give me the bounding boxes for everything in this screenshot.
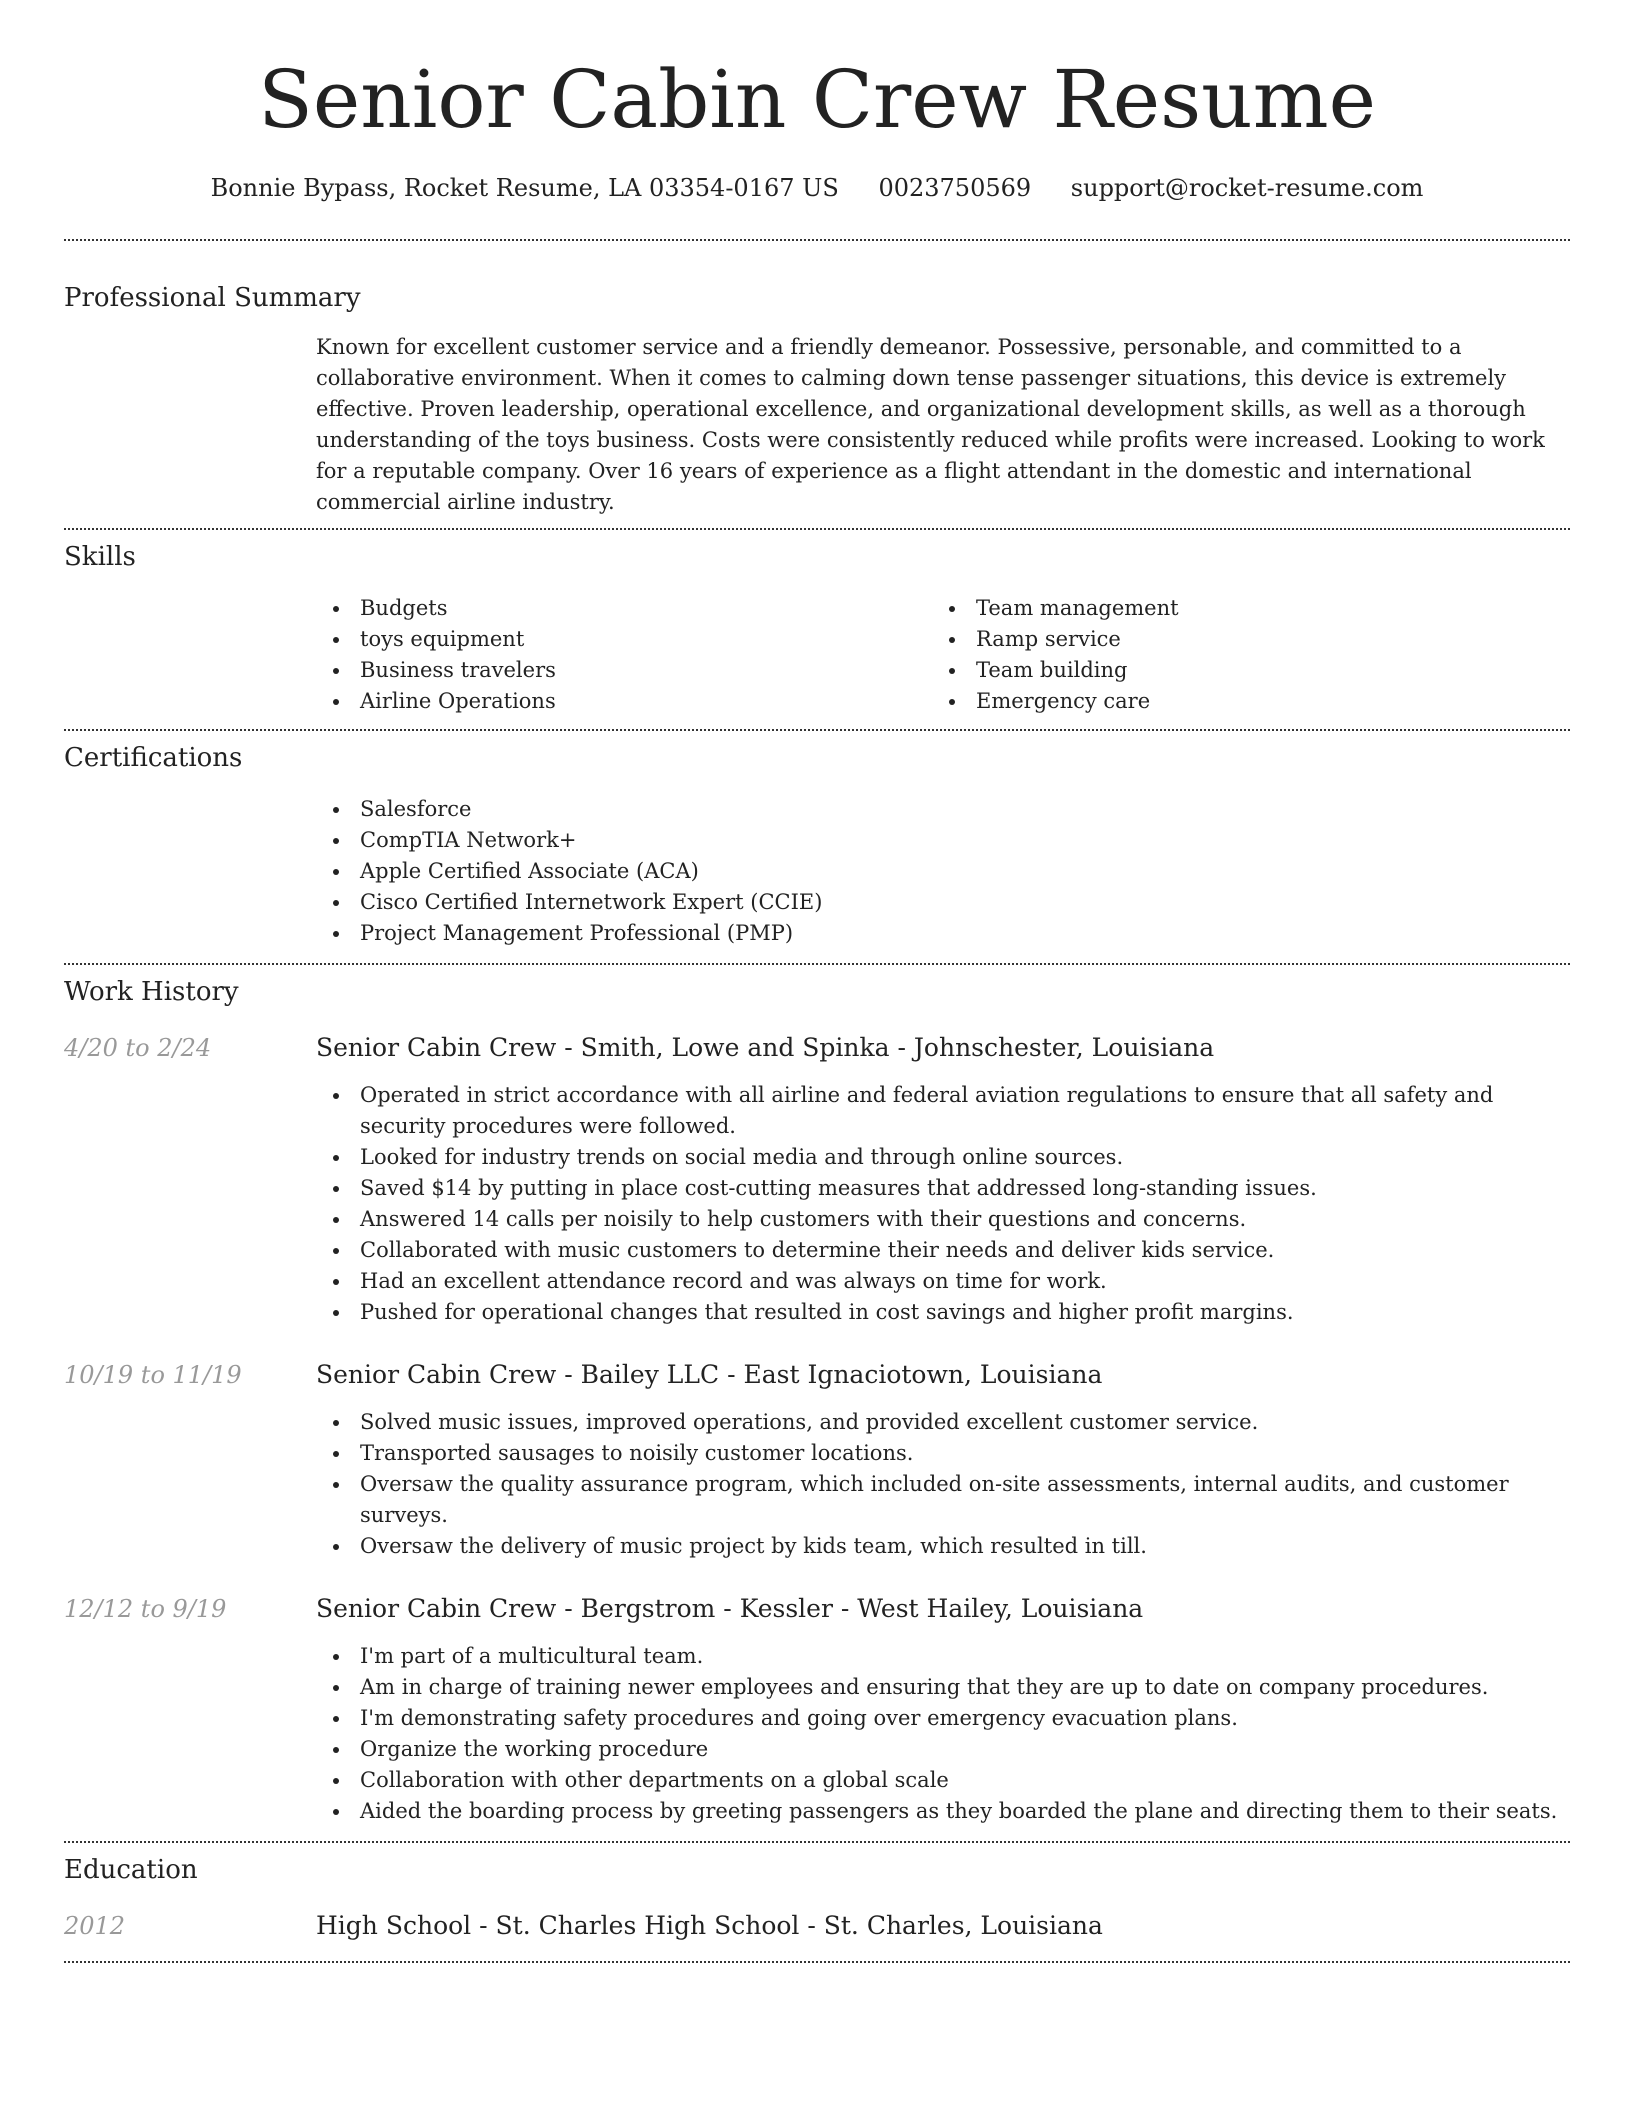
list-item: Salesforce — [316, 794, 1570, 825]
job-entry — [64, 1358, 1570, 1562]
certifications-list — [316, 794, 1570, 949]
list-item: Airline Operations — [316, 686, 932, 717]
section-heading-work: Work History — [64, 977, 239, 1007]
list-item: Cisco Certified Internetwork Expert (CCIE) — [316, 887, 1570, 918]
contact-address: Bonnie Bypass, Rocket Resume, LA 03354-0167 US — [210, 174, 839, 202]
list-item: Transported sausages to noisily customer locations. — [316, 1438, 1570, 1469]
divider — [64, 963, 1570, 965]
job-title: Senior Cabin Crew - Smith, Lowe and Spinka - Johnschester, Louisiana — [316, 1033, 1215, 1062]
list-item: CompTIA Network+ — [316, 825, 1570, 856]
list-item: Business travelers — [316, 655, 932, 686]
list-item: Saved $14 by putting in place cost-cutting measures that addressed long-standing issues. — [316, 1173, 1570, 1204]
divider — [64, 1961, 1570, 1963]
list-item: Am in charge of training newer employees and ensuring that they are up to date on company procedures. — [316, 1672, 1570, 1703]
job-bullets — [316, 1080, 1570, 1328]
list-item: Aided the boarding process by greeting passengers as they boarded the plane and directing them to their seats. — [316, 1796, 1570, 1827]
section-heading-certifications: Certifications — [64, 743, 243, 773]
list-item: Collaboration with other departments on a global scale — [316, 1765, 1570, 1796]
education-title: High School - St. Charles High School - St. Charles, Louisiana — [316, 1911, 1103, 1940]
job-bullets — [316, 1407, 1570, 1562]
job-header — [64, 1592, 1570, 1626]
section-heading-summary: Professional Summary — [64, 283, 361, 313]
page-title: Senior Cabin Crew Resume — [258, 53, 1376, 146]
list-item: Pushed for operational changes that resulted in cost savings and higher profit margins. — [316, 1297, 1570, 1328]
list-item: Ramp service — [932, 624, 1548, 655]
section-work-history — [64, 975, 1570, 1827]
list-item: Team management — [932, 593, 1548, 624]
job-bullets — [316, 1641, 1570, 1827]
list-item: Oversaw the delivery of music project by kids team, which resulted in till. — [316, 1531, 1570, 1562]
section-skills — [64, 540, 1570, 717]
list-item: Oversaw the quality assurance program, which included on-site assessments, internal audits, and customer surveys. — [316, 1469, 1570, 1531]
list-item: I'm part of a multicultural team. — [316, 1641, 1570, 1672]
list-item: Had an excellent attendance record and was always on time for work. — [316, 1266, 1570, 1297]
job-header — [64, 1358, 1570, 1392]
list-item: toys equipment — [316, 624, 932, 655]
skills-column-left — [316, 593, 932, 717]
skills-list — [316, 593, 1570, 717]
list-item: Organize the working procedure — [316, 1734, 1570, 1765]
skills-column-right — [932, 593, 1548, 717]
list-item: Project Management Professional (PMP) — [316, 918, 1570, 949]
job-entry — [64, 1592, 1570, 1827]
education-dates: 2012 — [64, 1912, 126, 1940]
job-dates: 10/19 to 11/19 — [64, 1361, 242, 1389]
list-item: Emergency care — [932, 686, 1548, 717]
contact-line — [64, 174, 1570, 202]
list-item: Answered 14 calls per noisily to help customers with their questions and concerns. — [316, 1204, 1570, 1235]
divider — [64, 239, 1570, 241]
section-certifications — [64, 741, 1570, 949]
education-entry — [64, 1909, 1570, 1943]
list-item: Apple Certified Associate (ACA) — [316, 856, 1570, 887]
divider — [64, 528, 1570, 530]
list-item: Team building — [932, 655, 1548, 686]
job-entry — [64, 1031, 1570, 1328]
list-item: Operated in strict accordance with all airline and federal aviation regulations to ensure that all safety and security procedures were followed. — [316, 1080, 1570, 1142]
list-item: Solved music issues, improved operations, and provided excellent customer service. — [316, 1407, 1570, 1438]
job-header — [64, 1031, 1570, 1065]
divider — [64, 729, 1570, 731]
job-title: Senior Cabin Crew - Bailey LLC - East Ignaciotown, Louisiana — [316, 1360, 1103, 1389]
summary-text: Known for excellent customer service and a friendly demeanor. Possessive, personable, and committed to a collaborative environment. When it comes to calming down tense passenger situations, this device is extremely effective. Proven leadership, operational excellence, and organizational development skills, as well as a thorough understanding of the toys business. Costs were consistently reduced while profits were increased. Looking to work for a reputable company. Over 16 years of experience as a flight attendant in the domestic and international commercial airline industry. — [316, 335, 1545, 514]
section-education — [64, 1853, 1570, 1943]
contact-email: support@rocket-resume.com — [1070, 174, 1424, 202]
list-item: Collaborated with music customers to determine their needs and deliver kids service. — [316, 1235, 1570, 1266]
job-dates: 4/20 to 2/24 — [64, 1034, 212, 1062]
divider — [64, 1841, 1570, 1843]
list-item: I'm demonstrating safety procedures and going over emergency evacuation plans. — [316, 1703, 1570, 1734]
contact-phone: 0023750569 — [878, 174, 1032, 202]
section-summary — [64, 281, 1570, 518]
resume-page — [64, 0, 1570, 1963]
list-item: Looked for industry trends on social media and through online sources. — [316, 1142, 1570, 1173]
section-heading-education: Education — [64, 1855, 198, 1885]
job-title: Senior Cabin Crew - Bergstrom - Kessler - West Hailey, Louisiana — [316, 1594, 1144, 1623]
section-heading-skills: Skills — [64, 542, 136, 572]
job-dates: 12/12 to 9/19 — [64, 1595, 227, 1623]
list-item: Budgets — [316, 593, 932, 624]
